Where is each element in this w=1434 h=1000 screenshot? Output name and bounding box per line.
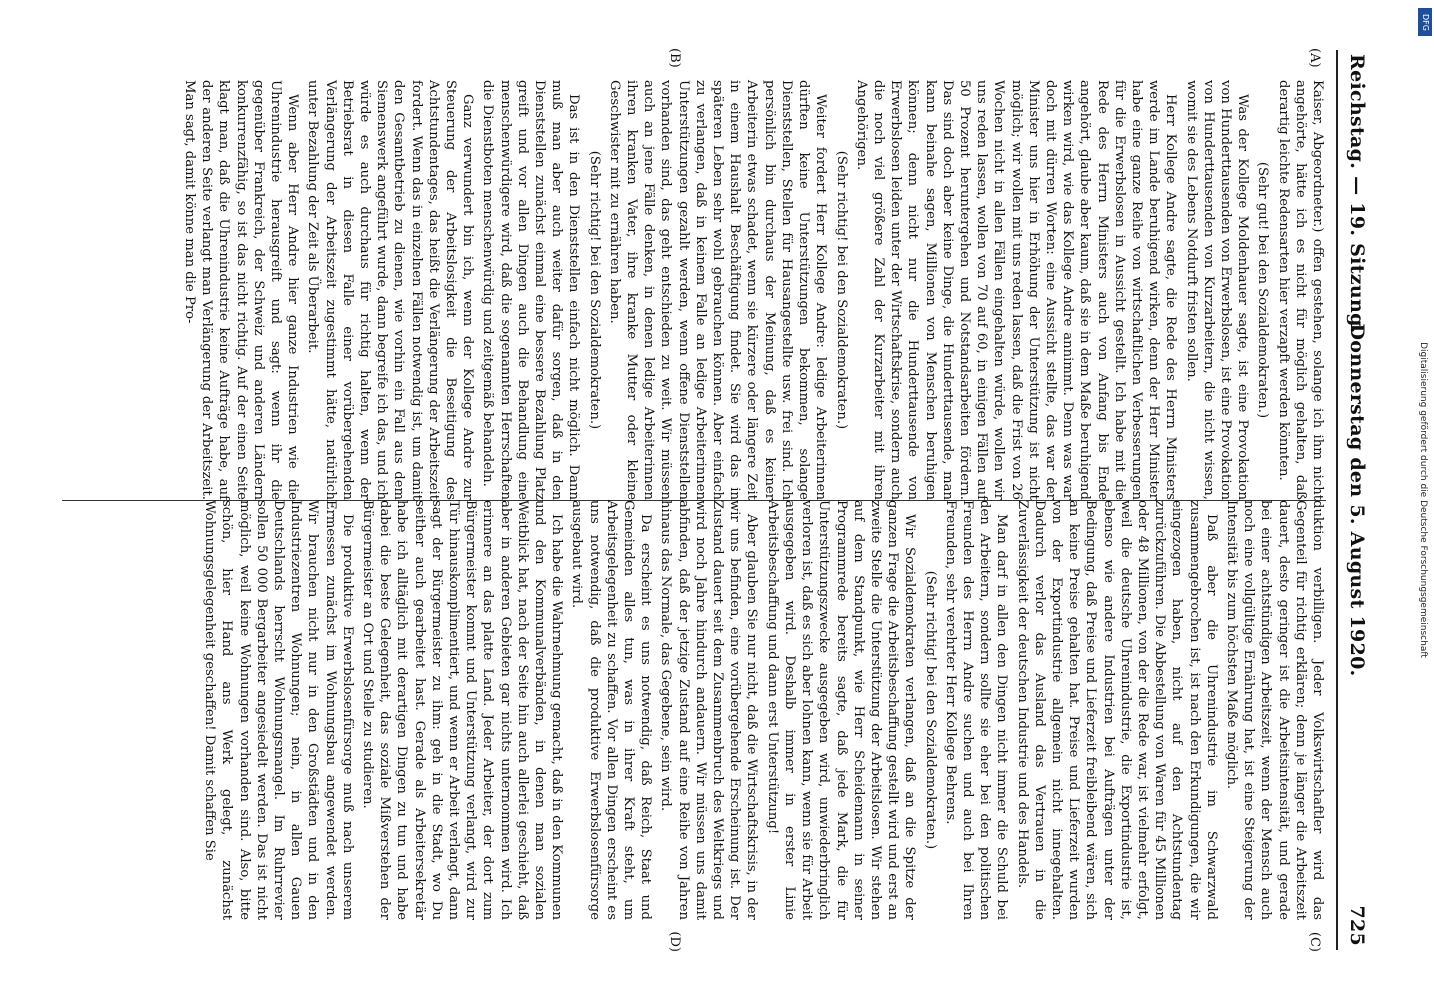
left-paragraph: Was der Kollege Moldenhauer sagte, ist eine Provokation von Hunderttausenden von Erwerbslosen, ist eine Provokation von Hunderttausenden von Kurzarbeitern, die nicht wissen, womit sie des Lebens Notdurft fristen sollen. <box>1183 80 1251 500</box>
right-paragraph: duktion verbilligen. Jeder Volkswirtschaftler wird das Gegenteil für richtig erklären; denn je länger die Arbeitszeit dauert, desto geringer ist die Arbeitsintensität, und gerade bei einer achtstündigen Arbeitszeit, wenn der Mensch auch noch eine vollgültige Ernährung hat, ist eine Steigerung der Intensität bis zum höchsten Maße möglich. <box>1223 500 1325 920</box>
newspaper-page <box>52 40 1382 960</box>
left-paragraph: (Sehr gut! bei den Sozialdemokraten.) <box>1255 161 1271 419</box>
right-paragraph: Wir Sozialdemokraten verlangen, daß an die Spitze der ganzen Frage die Arbeitsbeschaffung gestellt wird und erst an zweite Stelle die Unterstützung der Arbeitslosen. Wir stehen auf dem Standpunkt, wie Herr Scheidemann in seiner Programmrede bereits sagte, daß jede Mark, die für Unterstützungszwecke ausgegeben wird, unwiederbringlich verloren ist, daß es sich aber lohnen kann, wenn sie für Arbeit ausgegeben wird. Deshalb immer in erster Linie Arbeitsbeschaffung und dann erst Unterstützung! <box>764 500 918 920</box>
right-column <box>62 500 1326 920</box>
right-paragraph: Man darf in allen den Dingen nicht immer die Schuld bei den Arbeitern, sondern sollte sie eher bei den politischen Freunden des Herrn Andre suchen und auch bei Ihren Freunden, sehr verehrter Herr Kollege Behrens. <box>942 500 1010 920</box>
left-paragraph: Herr Kollege Andre sagte, die Rede des Herrn Ministers werde im Lande beruhigend wirken, denn der Herr Minister habe eine ganze Reihe von wirtschaftlichen Verbesserungen für die Erwerbslosen in Aussicht gestellt. Ich habe mit die Rede des Herrn Ministers auch von Anfang bis Ende angehört, glaube aber kaum, daß sie in dem Maße beruhigend wirken wird, wie das Kollege Andre annimmt. Denn was war doch mit dürren Worten: eine Aussicht stellte, das war der Minister uns hier in Erhöhung der Unterstützung ist nicht möglich; wir wollen mit uns reden lassen, daß die Frist von 26 Wochen nicht in allen Fällen eingehalten würde, wollen wir uns reden lassen, wollen von 70 auf 60, in einigen Fällen auf 50 Prozent heruntergehen und Notstandsarbeiten fördern. Das sind doch aber keine Dinge, die Hunderttausende, man kann beinahe sagen, Millionen von Menschen beruhigen können; denn nicht nur die Hunderttausende von Erwerbslosen leiden unter der Wirtschaftskrise, sondern auch die noch viel größere Zahl der Kurzarbeiter mit ihren Angehörigen. <box>853 80 1179 500</box>
right-paragraph: Daß aber die Uhrenindustrie im Schwarzwald zusammengebrochen ist, ist nach den Erkundigungen, die wir eingezogen haben, nicht auf den Achtstundentag zurückzuführen. Die Abbestellung von Waren für 45 Millionen oder 48 Millionen, von der die Rede war, ist vielmehr erfolgt, weil die deutsche Uhrenindustrie, die Exportindustrie ist, ebenso wie andere Industrien bei Aufträgen unter der Bedingung, daß Preise und Lieferzeit freibleibend wären, sich an keine Preise gehalten hat. Preise und Lieferzeit wurden von der Exportindustrie allgemein nicht innegehalten. Dadurch verlor das Ausland das Vertrauen in die Zuverlässigkeit der deutschen Industrie und des Handels. <box>1014 500 1219 920</box>
left-paragraph: Wenn aber Herr Andre hier ganze Industrien wie die Uhrenindustrie herausgreift und sagt: wenn ihr die gegenüber Frankreich, der Schweiz und anderen Ländern konkurrenzfähig, so ist das nicht richtig. Auf der einen Seite klagt man, daß die Uhrenindustrie keine Aufträge habe, auf der anderen Seite verlangt man Verlängerung der Arbeitszeit. Man sagt, damit könne man die Pro- <box>182 80 301 500</box>
left-paragraph: Weiter fordert Herr Kollege Andre: ledige Arbeiterinnen dürften keine Unterstützungen bekommen, solange Dienststellen, Stellen für Hausangestellte usw. frei sind. Ich persönlich bin durchaus der Meinung, daß es keiner Arbeiterin etwas schadet, wenn sie kürzere oder längere Zeit in einem Haushalt Beschäftigung findet. Sie wird das in späteren Leben sehr wohl gebrauchen können. Aber einfach zu verlangen, daß in keinem Falle an ledige Arbeiterinnen Unterstützungen gezahlt werden, wenn offene Dienststellen vorhanden sind, das geht entschieden zu weit. Wir müssen auch an jene Fälle denken, in denen ledige Arbeiterinnen ihren kranken Vater, ihre kranke Mutter oder kleine Geschwister mit zu ernähren haben. <box>606 80 829 500</box>
left-paragraph: Kaiser, Abgeordneter.) offen gestehen, solange ich ihm nicht angehörte, hätte ich es nicht für möglich gehalten, daß derartig leichte Redensarten hier verzapft werden könnten. <box>1275 80 1325 500</box>
left-column <box>62 80 1326 500</box>
right-paragraph: Aber glauben Sie nur nicht, daß die Wirtschaftskrisis, in der wir uns befinden, eine vorübergehende Erscheinung ist. Der Zustand dauert seit dem Zusammenbruch des Weltkriegs und wird noch Jahre hindurch andauern. Wir müssen uns damit abfinden, daß der jetzige Zustand auf eine Reihe von Jahren hinaus das Normale, das Gegebene, sein wird. <box>658 500 760 920</box>
right-paragraph: (Sehr richtig! bei den Sozialdemokraten.) <box>922 570 938 850</box>
margin-mark-a: (A) <box>1307 48 1322 68</box>
digitization-note <box>1414 10 1432 990</box>
margin-mark-b: (B) <box>667 48 682 68</box>
dfg-logo-text: DFG <box>1420 13 1430 31</box>
left-paragraph: (Sehr richtig! bei den Sozialdemokraten.) <box>586 150 602 430</box>
right-paragraph: Die produktive Erwerbslosenfürsorge muß nach unserem Ermessen zunächst im Wohnungsbau angewendet werden. Wir brauchen nicht nur in den Großstädten und in den Industriezentren Wohnungen; nein, in allen Gauen Deutschlands herrscht Wohnungsmangel. Im Ruhrrevier sollen 50 000 Bergarbeiter angesiedelt werden. Das ist nicht möglich, weil keine Wohnungen vorhanden sind. Also, bitte schön, hier Hand ans Werk gelegt, zunächst Wohnungsgelegenheit geschaffen! Damit schaffen Sie <box>202 500 355 920</box>
right-paragraph: Ich habe die Wahrnehmung gemacht, daß in den Kommunen und den Kommunalverbänden, in denen man sozialen Weitblick hat, nach der Seite hin auch allerlei geschieht, daß aber in anderen Gebieten gar nichts unternommen wird. Ich erinnere an das platte Land. Jeder Arbeiter, der dort zum Bürgermeister kommt und Unterstützung verlangt, wird zur Tür hinauskomplimentiert, und wenn er Arbeit verlangt, dann sagt der Bürgermeister zu ihm: geh in die Stadt, wo Du seither auch gearbeitet hast. Gerade als Arbeitersekretär habe ich alltäglich mit derartigen Dingen zu tun und habe dabei die beste Gelegenheit, das soziale Mißverstehen der Bürgermeister an Ort und Stelle zu studieren. <box>360 500 565 920</box>
right-paragraph: Da erscheint es uns notwendig, daß Reich, Staat und Gemeinden alles tun, was in ihrer Kraft steht, um Arbeitsgelegenheit zu schaffen. Vor allen Dingen erscheint es uns notwendig, daß die produktive Erwerbslosenfürsorge ausgebaut wird. <box>569 500 654 920</box>
header-left: Reichstag. — 19. Sitzung. <box>1346 54 1368 334</box>
header-center: Donnerstag den 5. August 1920. <box>1346 323 1368 677</box>
margin-mark-c: (C) <box>1307 931 1322 952</box>
left-paragraph: Ganz verwundert bin ich, wenn der Kollege Andre zur Steuerung der Arbeitslosigkeit die Beseitigung des Achtstundentages, das heißt die Verlängerung der Arbeitszeit fordert. Wenn das in einzelnen Fällen notwendig ist, um damit den Gesamtbetrieb zu dienen, wie vorhin ein Fall aus dem Siemenswerk angeführt wurde, dann begreife ich das, und ich würde es auch durchaus für richtig halten, wenn der Betriebsrat in diesen Falle einer vorübergehenden Verlängerung der Arbeitszeit zugestimmt hätte, natürlich unter Bezahlung der Zeit als Überarbeit. <box>305 80 476 500</box>
margin-mark-d: (D) <box>667 931 682 952</box>
left-paragraph: (Sehr richtig! bei den Sozialdemokraten.) <box>833 150 849 430</box>
header-rule <box>1336 50 1338 950</box>
page-number: 725 <box>1346 905 1368 946</box>
dfg-logo <box>1418 8 1432 36</box>
page-header <box>1342 40 1368 960</box>
left-paragraph: Das ist in den Dienststellen einfach nicht möglich. Dann muß man aber auch weiter dafür sorgen, daß in den Dienststellen zunächst einmal eine bessere Bezahlung Platz greift und vor allen Dingen auch die Behandlung eine menschenwürdigere wird, daß die sogenannten Herrschaften die Dienstboten menschenwürdig und zeitgemäß behandeln. <box>480 80 582 500</box>
digitization-note-text: Digitalisierung gefördert durch die Deutsche Forschungsgemeinschaft <box>1418 342 1428 658</box>
